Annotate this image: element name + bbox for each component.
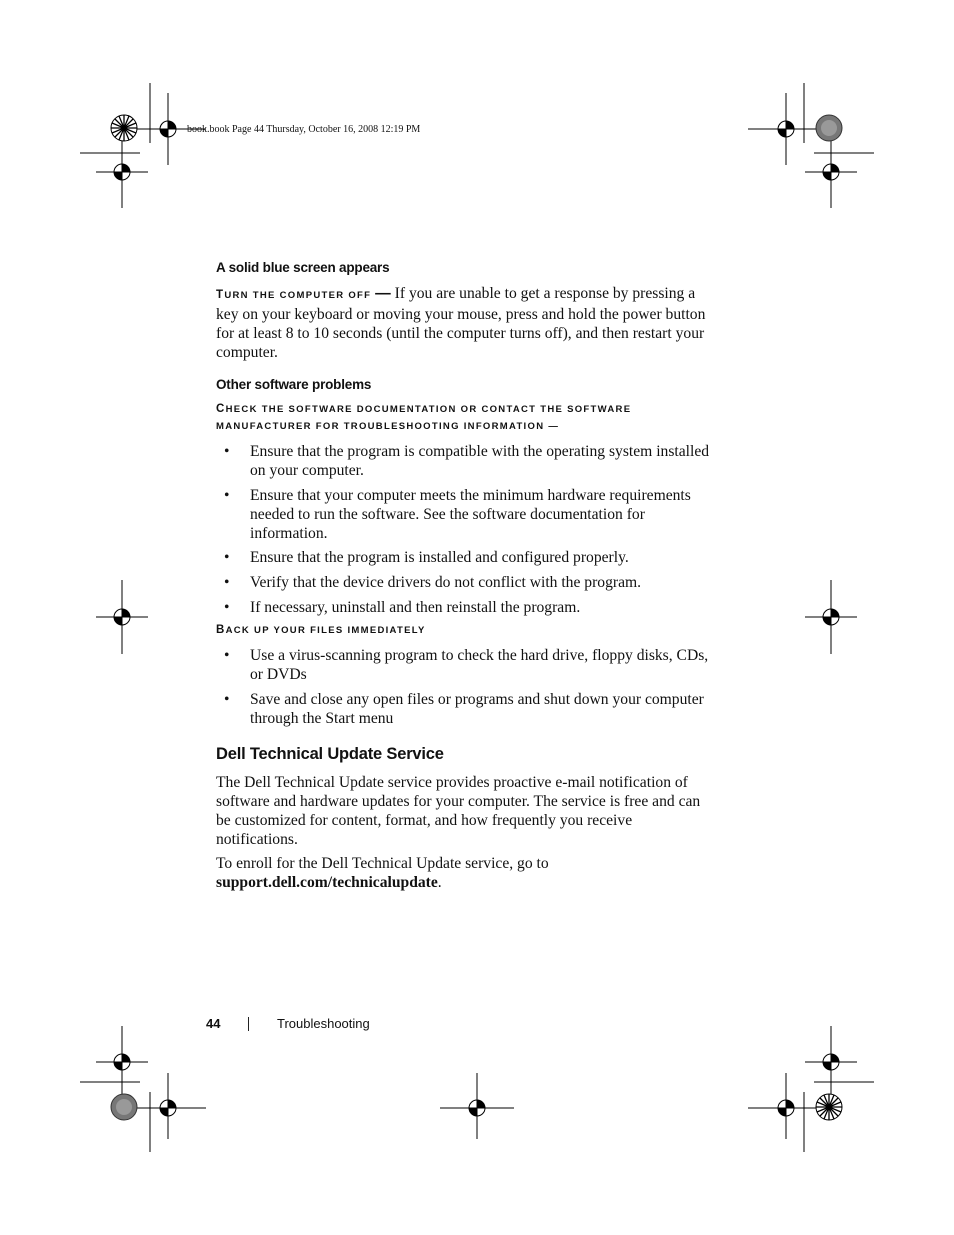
- heading-technical-update: Dell Technical Update Service: [216, 745, 444, 763]
- gray-dot-icon: [111, 1094, 137, 1120]
- dash: —: [375, 285, 391, 302]
- bullet-glyph: •: [224, 443, 230, 460]
- list-item: If necessary, uninstall and then reinstall the program.: [250, 599, 581, 616]
- bullet-glyph: •: [224, 691, 230, 708]
- link-suffix: .: [437, 874, 442, 891]
- page-number: 44: [206, 1016, 221, 1031]
- crosshair-icon: [130, 1073, 206, 1139]
- list-item: Ensure that the program is installed and configured properly.: [250, 549, 629, 566]
- support-link[interactable]: support.dell.com/technicalupdate: [216, 874, 438, 891]
- crosshair-icon: [96, 1026, 148, 1098]
- paragraph-technical-update: The Dell Technical Update service provides proactive e-mail notification of software and hardware updates for your computer. The service is free and can be customized for content, format, and how frequently you receive notifications.: [216, 774, 701, 848]
- paragraph-text: If you are unable to get a response by pressing a key on your keyboard or moving your mouse, press and hold the power button for at least 8 to 10 seconds (until the computer turns off), and then restart your computer.: [216, 285, 706, 361]
- lead-check-documentation-line2: MANUFACTURER FOR TROUBLESHOOTING INFORMATION —: [216, 421, 560, 432]
- lead-turn-off: TURN THE COMPUTER OFF: [216, 289, 372, 301]
- gray-dot-icon: [816, 115, 842, 141]
- list-item: Ensure that your computer meets the minimum hardware requirements needed to run the software. See the software documentation for information.: [250, 487, 691, 542]
- heading-blue-screen: A solid blue screen appears: [216, 260, 390, 275]
- crosshair-icon: [96, 580, 148, 654]
- crosshair-icon: [805, 1026, 857, 1098]
- heading-software-problems: Other software problems: [216, 377, 372, 392]
- bullet-glyph: •: [224, 574, 230, 591]
- footer-section-label: Troubleshooting: [277, 1016, 370, 1031]
- list-item: Ensure that the program is compatible with the operating system installed on your computer.: [250, 443, 710, 479]
- footer-divider: [248, 1017, 249, 1031]
- bullet-glyph: •: [224, 599, 230, 616]
- bullet-glyph: •: [224, 549, 230, 566]
- paragraph-turn-off: [216, 284, 716, 362]
- bullet-glyph: •: [224, 647, 230, 664]
- bullet-glyph: •: [224, 487, 230, 504]
- crosshair-icon: [748, 93, 824, 165]
- starburst-icon: [816, 1094, 842, 1120]
- list-item: Verify that the device drivers do not conflict with the program.: [250, 574, 642, 591]
- crosshair-icon: [96, 136, 148, 208]
- crosshair-icon: [805, 136, 857, 208]
- paragraph-enroll: [216, 854, 716, 892]
- list-item: Save and close any open files or programs and shut down your computer through the Start menu: [250, 691, 704, 727]
- enroll-text: To enroll for the Dell Technical Update service, go to: [216, 855, 549, 872]
- crosshair-icon: [805, 580, 857, 654]
- lead-check-documentation-line1: CHECK THE SOFTWARE DOCUMENTATION OR CONTACT THE SOFTWARE: [216, 403, 632, 415]
- crosshair-icon: [748, 1073, 824, 1139]
- lead-back-up-files: BACK UP YOUR FILES IMMEDIATELY: [216, 624, 426, 636]
- crosshair-icon: [440, 1073, 514, 1139]
- starburst-icon: [111, 115, 137, 141]
- print-slug: book.book Page 44 Thursday, October 16, 2008 12:19 PM: [187, 124, 421, 135]
- list-item: Use a virus-scanning program to check the hard drive, floppy disks, CDs, or DVDs: [250, 647, 709, 683]
